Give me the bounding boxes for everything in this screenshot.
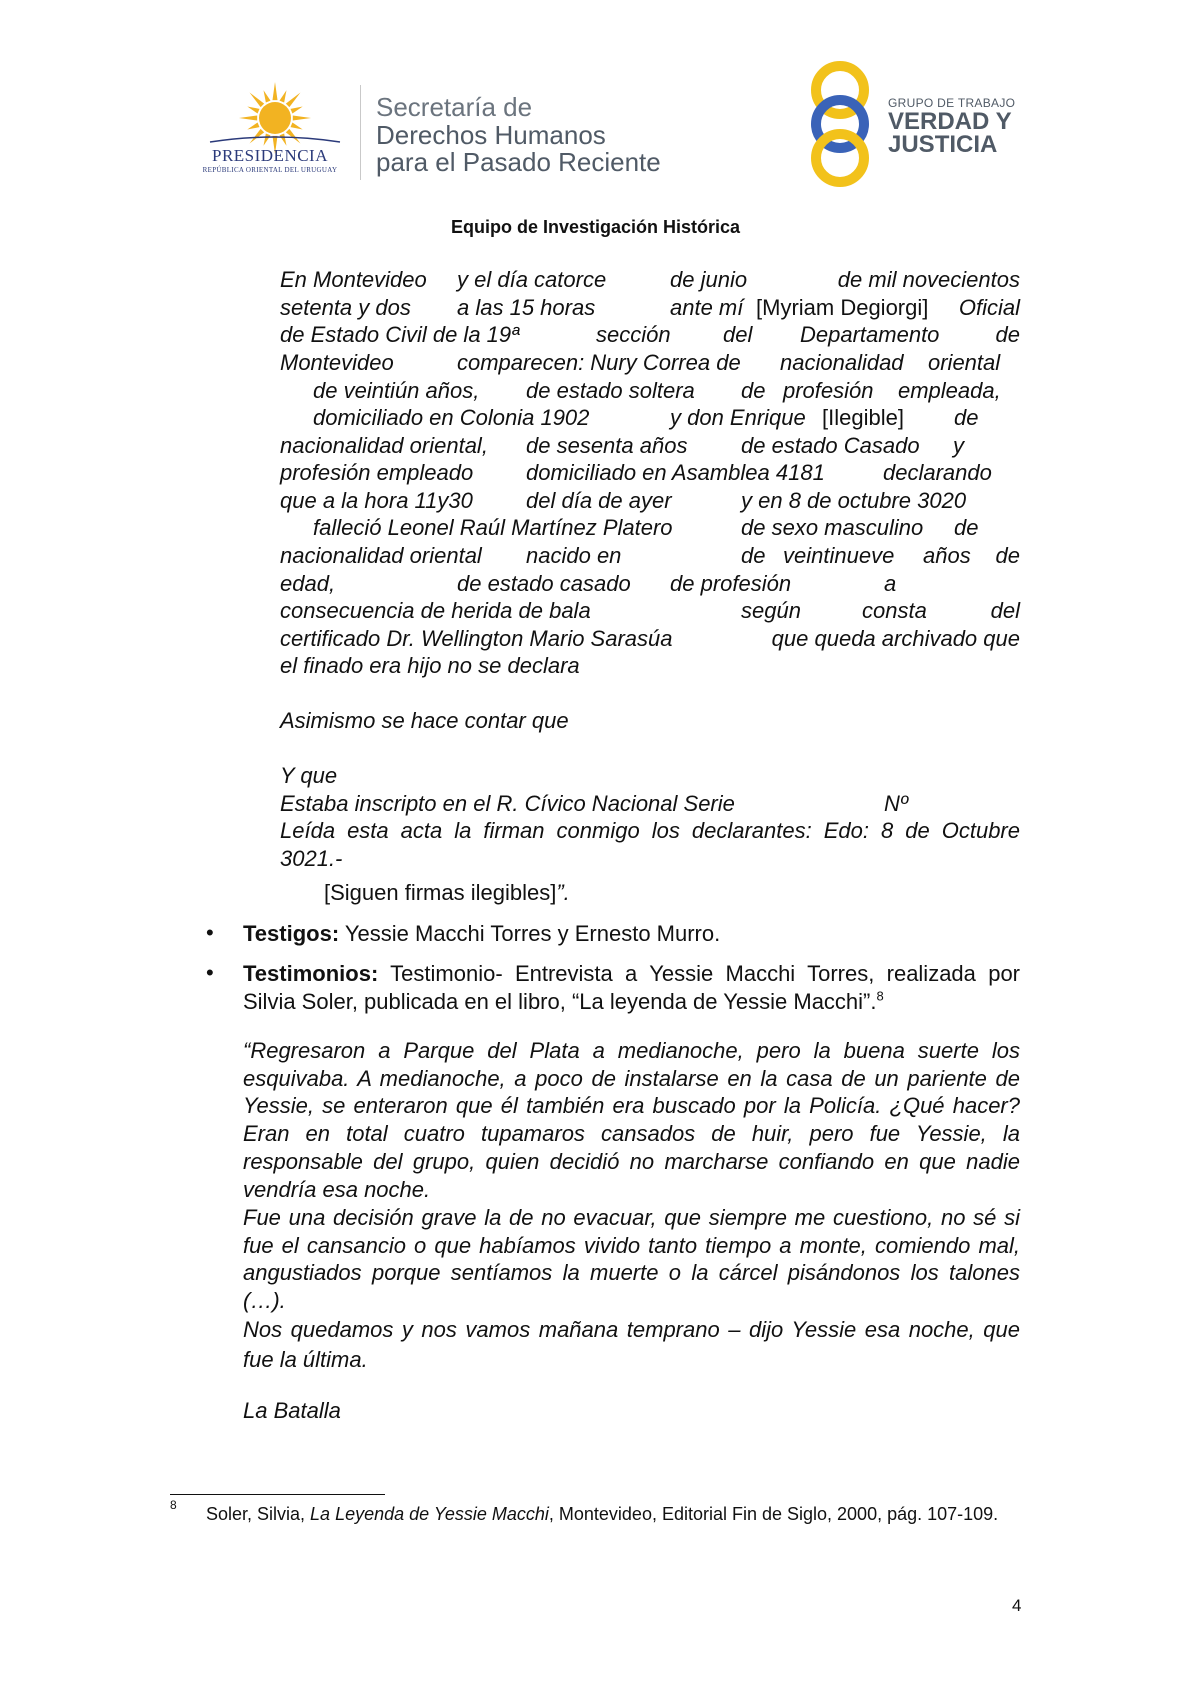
grupo-trabajo-rings-logo [808,60,898,188]
bullet-marker: • [206,960,214,985]
footnote-text: Soler, Silvia, La Leyenda de Yessie Macchi, Montevideo, Editorial Fin de Siglo, 2000, pág. 107-109. [206,1504,999,1524]
quote-paragraph: “Regresaron a Parque del Plata a medianoche, pero la buena suerte los esquivaba. A medianoche, a poco de instalarse en la casa de un pariente de Yessie, se enteraron que él también era buscado por la Policía. ¿Qué hacer? Eran en total cuatro tupamaros cansados de huir, pero fue Yessie, la responsable del grupo, quien decidió no marcharse confiando en que nadie vendría esa noche. [243,1038,1020,1202]
acta-line: nacionalidad oriental, de sesenta años de estado Casado y [280,433,964,458]
document-heading: Equipo de Investigación Histórica [450,217,741,237]
page-number: 4 [1012,1596,1022,1615]
footnote-rule [170,1494,385,1495]
secretaria-line-3: para el Pasado Reciente [376,147,661,177]
sun-ray [264,90,271,102]
secretaria-line-1: Secretaría de [376,92,533,122]
acta-firmas: [Siguen firmas ilegibles]”. [324,880,570,905]
quote-paragraph: Fue una decisión grave la de no evacuar, que siempre me cuestiono, no sé si fue el cansancio o que habíamos vivido tanto tiempo a monte, comiendo mal, angustiados porque sentíamos la muerte o la cárcel pisándonos los talones (…). [243,1205,1020,1314]
sun-ray [239,115,257,120]
justicia-label: JUSTICIA [888,131,998,158]
footnote-mark: 8 [170,1498,177,1512]
sun-ray [250,129,265,144]
acta-line: consecuencia de herida de bala según consta del [280,598,1020,623]
sun-ray [250,93,265,108]
acta-line: falleció Leonel Raúl Martínez Platero de sexo masculino de [313,515,979,540]
acta-leida-cont: 3021.- [280,846,343,871]
sun-ray [291,107,303,114]
sun-ray [247,123,259,130]
presidencia-subtitle: REPÚBLICA ORIENTAL DEL URUGUAY [202,166,338,174]
acta-line: de Estado Civil de la 19ª sección del Departamento de [280,322,1020,347]
acta-line: setenta y dos a las 15 horas ante mí [Myriam Degiorgi] Oficial [280,295,1020,320]
acta-line: que a la hora 11y30 del día de ayer y en 8 de octubre 3020 [280,488,967,513]
acta-line: el finado era hijo no se declara [280,653,580,678]
acta-line: profesión empleado domiciliado en Asamblea 4181 declarando [280,460,992,485]
acta-line: En Montevideo y el día catorce de junio de mil novecientos [280,267,1020,292]
sun-ray [286,93,301,108]
quote-section-title: La Batalla [243,1398,341,1423]
acta-line: nacionalidad oriental nacido en de veintinueve años de [280,543,1020,568]
verdad-label: VERDAD Y [888,108,1012,135]
sun-ray [293,115,311,120]
sun-ray [291,123,303,130]
acta-line: domiciliado en Colonia 1902 y don Enrique [Ilegible] de [313,405,979,430]
footnote-ref: 8 [876,988,884,1004]
acta-asimismo: Asimismo se hace contar que [280,708,569,733]
sun-ray [280,134,287,146]
sun-ray [286,129,301,144]
acta-line: de veintiún años, de estado soltera de profesión empleada, [313,378,1001,403]
sun-ray [280,90,287,102]
header-divider [360,85,361,180]
secretaria-line-2: Derechos Humanos [376,120,606,150]
sun-ray [272,82,277,100]
sun-ray [247,107,259,114]
presidencia-label: PRESIDENCIA [211,146,328,165]
acta-line: Montevideo comparecen: Nury Correa de nacionalidad oriental [280,350,1001,375]
grupo-trabajo-label: GRUPO DE TRABAJO [888,96,1016,110]
acta-line: edad, de estado casado de profesión a [280,571,897,596]
acta-leida: Leída esta acta la firman conmigo los declarantes: Edo: 8 de Octubre [280,818,1020,843]
bullet-marker: • [206,920,214,945]
acta-y-que: Y que [280,763,338,788]
acta-inscripto: Estaba inscripto en el R. Cívico Nacional Serie Nº [280,791,908,816]
quote-paragraph: Nos quedamos y nos vamos mañana temprano – dijo Yessie esa noche, que fue la última. [243,1317,1020,1372]
list-item-testigos: Testigos: Yessie Macchi Torres y Ernesto Murro. [243,921,721,946]
acta-line: certificado Dr. Wellington Mario Sarasúa que queda archivado que [280,626,1020,651]
sun-ray [264,134,271,146]
list-item-testimonios: Testimonios: Testimonio- Entrevista a Yessie Macchi Torres, realizada por Silvia Soler, publicada en el libro, “La leyenda de Yessie Macchi”.$^8$ [243,961,1020,1014]
